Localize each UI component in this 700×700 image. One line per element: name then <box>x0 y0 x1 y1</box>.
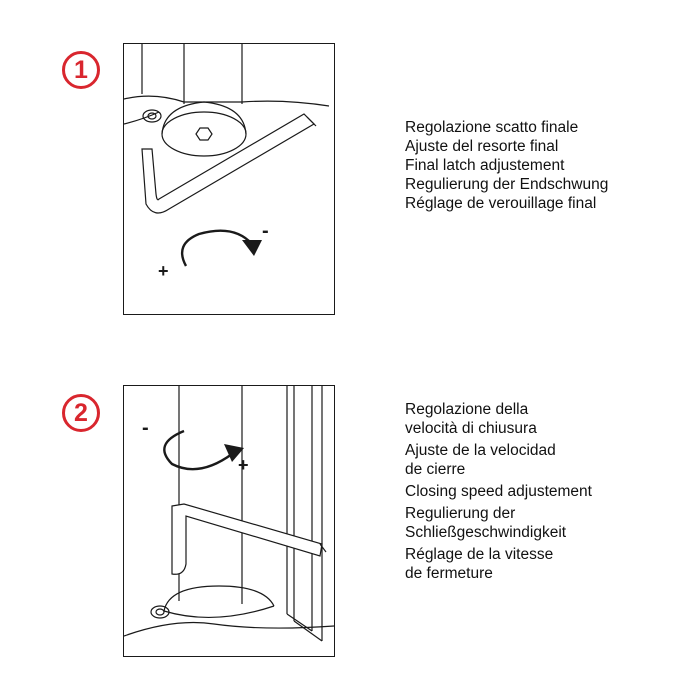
step-2-illustration <box>123 385 335 657</box>
step-2-number: 2 <box>74 398 88 427</box>
step-2-badge <box>62 394 100 432</box>
caption-line-fr-2: de fermeture <box>405 565 493 582</box>
caption-line-es-1: Ajuste de la velocidad <box>405 442 556 459</box>
step-1-badge <box>62 51 100 89</box>
hinge-cap-top <box>164 586 274 611</box>
hinge-cap-base <box>164 606 274 617</box>
minus-sign: - <box>262 220 269 242</box>
caption-line-de: Regulierung der Endschwung <box>405 176 609 193</box>
hinge-cap <box>162 112 246 156</box>
plus-sign: + <box>158 261 169 281</box>
caption-line-en-1: Closing speed adjustement <box>405 483 592 500</box>
step-1-caption <box>405 118 608 213</box>
base-plate-outline <box>124 96 329 106</box>
screw-slot <box>156 609 164 615</box>
rotation-arc <box>182 231 252 266</box>
caption-line-it: Regolazione scatto finale <box>405 119 579 136</box>
caption-line-es: Ajuste del resorte final <box>405 138 559 155</box>
rotation-arrow-2 <box>164 431 232 469</box>
step-2-drawing <box>124 386 334 656</box>
plus-sign: + <box>238 455 249 475</box>
minus-sign: - <box>142 417 149 439</box>
caption-line-fr: Réglage de verouillage final <box>405 195 597 212</box>
step-2-caption <box>405 400 592 583</box>
caption-line-es-2: de cierre <box>405 461 466 478</box>
rotation-arc <box>164 431 232 469</box>
caption-line-it-2: velocità di chiusura <box>405 420 537 437</box>
allen-key <box>172 504 322 574</box>
screw-head <box>143 110 161 122</box>
step-1-illustration <box>123 43 335 315</box>
rotation-arrow-1 <box>182 231 252 266</box>
frame-line <box>294 621 322 641</box>
caption-line-fr-1: Réglage de la vitesse <box>405 546 554 563</box>
rotation-arrowhead <box>242 240 262 256</box>
caption-line-de-2: Schließgeschwindigkeit <box>405 524 567 541</box>
caption-line-en: Final latch adjustement <box>405 157 565 174</box>
caption-line-de-1: Regulierung der <box>405 505 516 522</box>
step-1-number: 1 <box>74 55 88 84</box>
caption-line-it-1: Regolazione della <box>405 401 529 418</box>
step-1-drawing <box>124 44 334 314</box>
